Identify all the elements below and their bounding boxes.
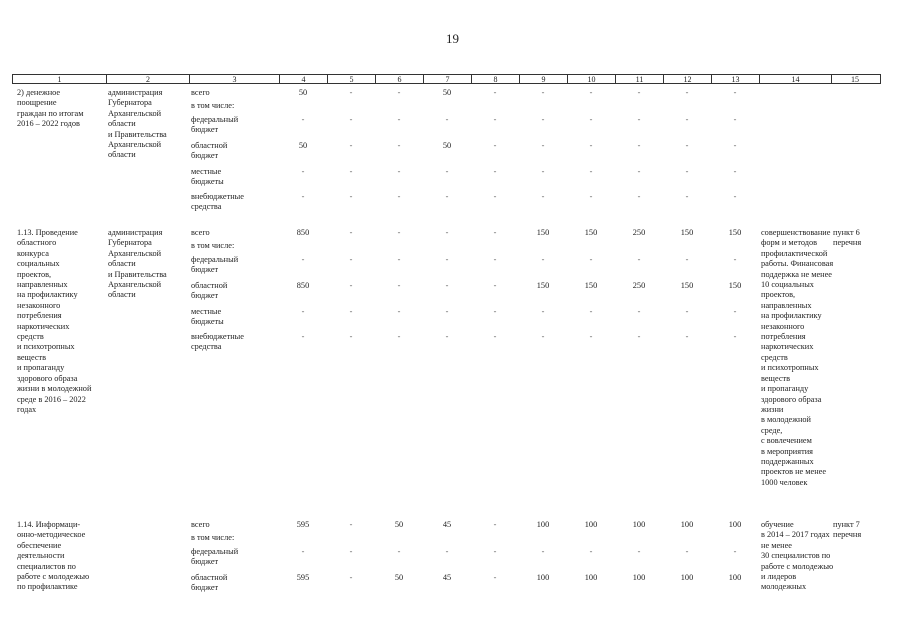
table-cell-value: - — [349, 281, 353, 290]
column-header-11: 11 — [616, 75, 664, 83]
table-cell-value: - — [541, 115, 545, 124]
table-cell-value: 250 — [632, 228, 646, 237]
table-cell-value: - — [685, 115, 689, 124]
table-cell-value: 100 — [680, 520, 694, 529]
table-cell-value: - — [541, 547, 545, 556]
table-cell-value: - — [397, 115, 401, 124]
funding-source-label: в том числе: — [191, 241, 235, 250]
table-cell-value: 595 — [296, 573, 310, 582]
table-cell-value: 150 — [728, 281, 742, 290]
table-cell-value: 150 — [536, 281, 550, 290]
table-cell-value: 250 — [632, 281, 646, 290]
table-cell-value: - — [637, 547, 641, 556]
list-item-ref: пункт 7 перечня — [833, 520, 862, 540]
column-header-6: 6 — [376, 75, 424, 83]
table-cell-value: - — [589, 88, 593, 97]
funding-source-label: федеральный бюджет — [191, 255, 239, 275]
section-title: 1.14. Информаци- онно-методическое обеспечение деятельности специалистов по работе с молодежью по профилактике — [17, 520, 90, 592]
table-cell-value: - — [733, 167, 737, 176]
table-cell-value: - — [349, 141, 353, 150]
table-cell-value: - — [541, 141, 545, 150]
table-cell-value: - — [493, 520, 497, 529]
table-cell-value: 50 — [298, 88, 308, 97]
table-cell-value: - — [349, 573, 353, 582]
table-cell-value: - — [637, 167, 641, 176]
table-cell-value: - — [733, 192, 737, 201]
column-header-1: 1 — [13, 75, 107, 83]
funding-source-label: областной бюджет — [191, 573, 228, 593]
table-cell-value: 595 — [296, 520, 310, 529]
table-cell-value: 100 — [584, 573, 598, 582]
table-cell-value: - — [493, 115, 497, 124]
executor-text: администрация Губернатора Архангельской области и Правительства Архангельской области — [108, 228, 167, 300]
table-cell-value: - — [301, 547, 305, 556]
table-cell-value: - — [733, 307, 737, 316]
funding-source-label: местные бюджеты — [191, 167, 224, 187]
column-header-9: 9 — [520, 75, 568, 83]
column-header-4: 4 — [280, 75, 328, 83]
table-cell-value: - — [301, 115, 305, 124]
table-cell-value: - — [637, 332, 641, 341]
table-cell-value: - — [685, 307, 689, 316]
result-text: совершенствование форм и методов профилактической работы. Финансовая поддержка не менее 10 социальных проектов, направленных на профилактику незаконного потребления наркотических средств и психотропных веществ и пропаганду здорового образа жизни в молодежной среде, с вовлечением в мероприятия поддержанных проектов не менее 1000 человек — [761, 228, 834, 487]
table-cell-value: 150 — [680, 228, 694, 237]
funding-source-label: федеральный бюджет — [191, 115, 239, 135]
table-cell-value: - — [637, 255, 641, 264]
table-cell-value: - — [589, 255, 593, 264]
table-cell-value: - — [685, 88, 689, 97]
table-cell-value: - — [493, 547, 497, 556]
table-cell-value: - — [301, 167, 305, 176]
table-cell-value: - — [397, 228, 401, 237]
result-text: обучение в 2014 – 2017 годах не менее 30 специалистов по работе с молодежью и лидеров молодежных — [761, 520, 834, 592]
table-cell-value: - — [637, 88, 641, 97]
section-title: 2) денежное поощрение граждан по итогам 2016 – 2022 годов — [17, 88, 84, 129]
table-cell-value: - — [493, 255, 497, 264]
table-cell-value: 100 — [536, 520, 550, 529]
column-header-7: 7 — [424, 75, 472, 83]
table-cell-value: 100 — [536, 573, 550, 582]
table-cell-value: - — [685, 332, 689, 341]
table-cell-value: - — [685, 192, 689, 201]
table-cell-value: 50 — [394, 573, 404, 582]
funding-source-label: в том числе: — [191, 533, 235, 542]
table-cell-value: - — [541, 167, 545, 176]
table-cell-value: - — [589, 332, 593, 341]
column-header-13: 13 — [712, 75, 760, 83]
list-item-ref: пункт 6 перечня — [833, 228, 862, 248]
table-cell-value: - — [397, 332, 401, 341]
table-cell-value: - — [397, 547, 401, 556]
table-cell-value: - — [493, 167, 497, 176]
table-cell-value: - — [397, 88, 401, 97]
table-cell-value: - — [493, 192, 497, 201]
table-cell-value: - — [589, 547, 593, 556]
executor-text: администрация Губернатора Архангельской области и Правительства Архангельской области — [108, 88, 167, 160]
table-cell-value: 100 — [632, 573, 646, 582]
table-cell-value: 150 — [584, 228, 598, 237]
table-cell-value: 100 — [680, 573, 694, 582]
table-cell-value: - — [541, 255, 545, 264]
table-cell-value: - — [685, 547, 689, 556]
table-cell-value: - — [541, 88, 545, 97]
table-cell-value: - — [589, 115, 593, 124]
table-cell-value: 50 — [442, 141, 452, 150]
table-cell-value: 50 — [442, 88, 452, 97]
table-cell-value: - — [397, 255, 401, 264]
column-header-14: 14 — [760, 75, 832, 83]
table-cell-value: - — [301, 192, 305, 201]
table-cell-value: - — [445, 167, 449, 176]
table-cell-value: - — [445, 281, 449, 290]
table-cell-value: - — [637, 192, 641, 201]
table-cell-value: - — [445, 192, 449, 201]
table-cell-value: - — [733, 547, 737, 556]
table-cell-value: - — [349, 307, 353, 316]
column-header-8: 8 — [472, 75, 520, 83]
table-cell-value: - — [349, 520, 353, 529]
table-cell-value: - — [493, 88, 497, 97]
table-cell-value: - — [397, 192, 401, 201]
column-header-3: 3 — [190, 75, 280, 83]
funding-source-label: местные бюджеты — [191, 307, 224, 327]
table-cell-value: - — [445, 228, 449, 237]
table-cell-value: - — [301, 332, 305, 341]
table-cell-value: - — [733, 88, 737, 97]
funding-source-label: внебюджетные средства — [191, 192, 244, 212]
table-cell-value: - — [493, 573, 497, 582]
table-cell-value: - — [349, 228, 353, 237]
table-cell-value: - — [349, 332, 353, 341]
table-header — [12, 74, 881, 84]
table-cell-value: - — [589, 307, 593, 316]
table-cell-value: - — [541, 332, 545, 341]
table-cell-value: 150 — [536, 228, 550, 237]
funding-source-label: всего — [191, 88, 210, 97]
table-cell-value: - — [589, 167, 593, 176]
table-cell-value: - — [493, 307, 497, 316]
table-cell-value: - — [637, 307, 641, 316]
table-cell-value: - — [685, 167, 689, 176]
table-cell-value: - — [301, 255, 305, 264]
table-cell-value: - — [349, 192, 353, 201]
table-cell-value: - — [493, 332, 497, 341]
table-cell-value: 50 — [394, 520, 404, 529]
table-cell-value: - — [637, 141, 641, 150]
table-cell-value: - — [733, 255, 737, 264]
column-header-5: 5 — [328, 75, 376, 83]
funding-source-label: в том числе: — [191, 101, 235, 110]
table-cell-value: - — [397, 141, 401, 150]
table-cell-value: 850 — [296, 281, 310, 290]
funding-source-label: внебюджетные средства — [191, 332, 244, 352]
table-cell-value: - — [349, 255, 353, 264]
table-cell-value: - — [445, 307, 449, 316]
funding-source-label: областной бюджет — [191, 281, 228, 301]
table-cell-value: 50 — [298, 141, 308, 150]
table-cell-value: - — [685, 255, 689, 264]
table-cell-value: - — [541, 192, 545, 201]
table-cell-value: - — [349, 167, 353, 176]
table-cell-value: - — [397, 307, 401, 316]
table-cell-value: 150 — [584, 281, 598, 290]
table-cell-value: 150 — [680, 281, 694, 290]
table-cell-value: - — [493, 228, 497, 237]
table-cell-value: - — [349, 115, 353, 124]
table-cell-value: - — [733, 332, 737, 341]
table-cell-value: - — [445, 547, 449, 556]
table-cell-value: - — [349, 88, 353, 97]
table-cell-value: - — [349, 547, 353, 556]
table-cell-value: - — [445, 115, 449, 124]
table-cell-value: - — [541, 307, 545, 316]
table-cell-value: - — [589, 141, 593, 150]
column-header-15: 15 — [851, 75, 859, 84]
table-cell-value: 100 — [728, 573, 742, 582]
page-number: 19 — [446, 31, 459, 46]
column-header-12: 12 — [664, 75, 712, 83]
table-cell-value: - — [301, 307, 305, 316]
table-cell-value: - — [397, 281, 401, 290]
funding-source-label: областной бюджет — [191, 141, 228, 161]
table-cell-value: - — [733, 115, 737, 124]
table-cell-value: - — [397, 167, 401, 176]
column-header-2: 2 — [107, 75, 190, 83]
funding-source-label: всего — [191, 520, 210, 529]
funding-source-label: всего — [191, 228, 210, 237]
table-cell-value: - — [493, 281, 497, 290]
section-title: 1.13. Проведение областного конкурса социальных проектов, направленных на профилактику незаконного потребления наркотических средств и психотропных веществ и пропаганду здорового образа жизни в молодежной среде в 2016 – 2022 годах — [17, 228, 92, 414]
table-cell-value: 45 — [442, 573, 452, 582]
table-cell-value: 100 — [728, 520, 742, 529]
table-cell-value: - — [637, 115, 641, 124]
table-cell-value: 45 — [442, 520, 452, 529]
table-cell-value: - — [589, 192, 593, 201]
table-cell-value: 100 — [632, 520, 646, 529]
table-cell-value: - — [445, 255, 449, 264]
funding-source-label: федеральный бюджет — [191, 547, 239, 567]
table-cell-value: 150 — [728, 228, 742, 237]
table-cell-value: 100 — [584, 520, 598, 529]
table-cell-value: - — [445, 332, 449, 341]
column-header-10: 10 — [568, 75, 616, 83]
table-cell-value: - — [493, 141, 497, 150]
table-cell-value: - — [685, 141, 689, 150]
table-cell-value: 850 — [296, 228, 310, 237]
table-cell-value: - — [733, 141, 737, 150]
